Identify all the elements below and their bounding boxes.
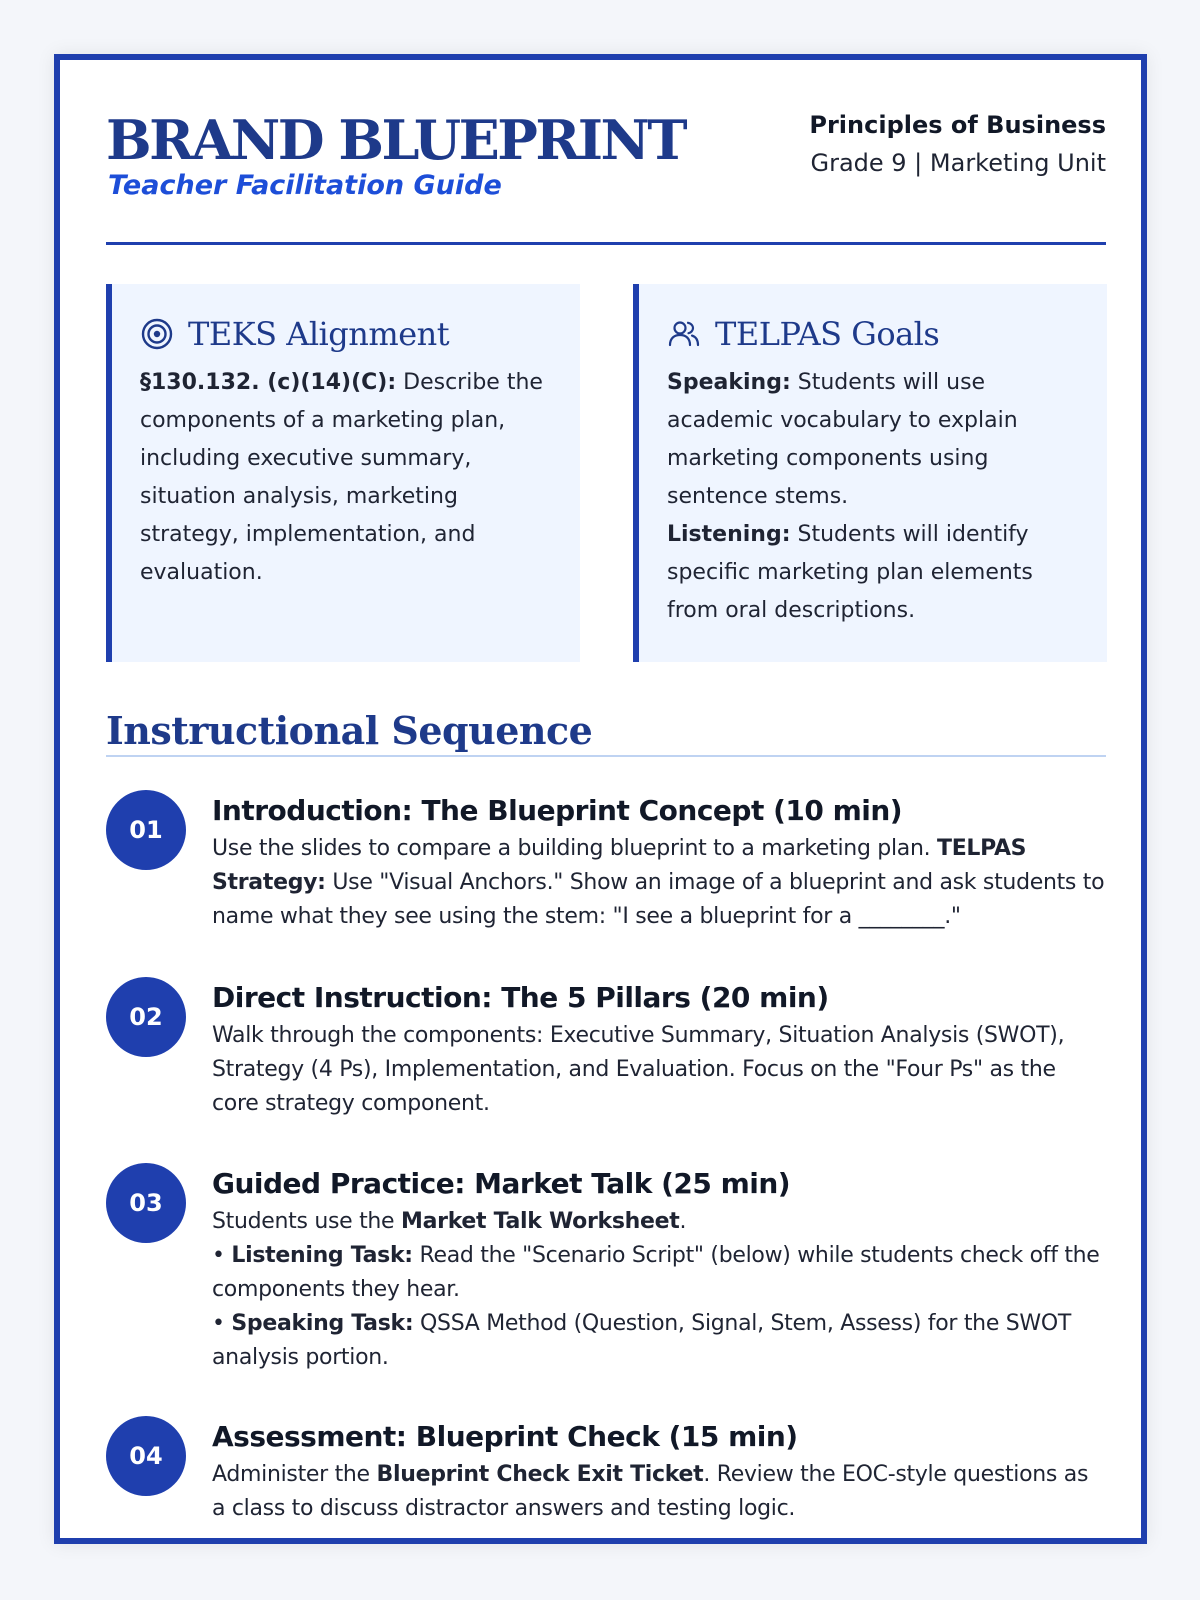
step-body (212, 977, 1107, 1121)
course-name: Principles of Business (809, 111, 1106, 139)
step-text: Walk through the components: Executive Summary, Situation Analysis (SWOT), Strategy (4 Ps), Implementation, and Evaluation. Focus on the "Four Ps" as the core strategy component. (212, 1023, 1065, 1116)
speaking-task-bullet (212, 1307, 1107, 1375)
course-meta (809, 106, 1106, 182)
listening-task-bullet (212, 1239, 1107, 1307)
telpas-speaking (667, 364, 1081, 516)
step-number-badge: 03 (106, 1163, 186, 1243)
teks-description (140, 364, 554, 592)
step-title: Guided Practice: Market Talk (25 min) (212, 1167, 791, 1200)
step-text-part: Administer the (212, 1462, 377, 1487)
step-body (212, 1416, 1107, 1526)
step-text-part: . Review the EOC-style questions as a class to discuss distractor answers and testing logic. (212, 1462, 1089, 1521)
step-body (212, 1163, 1107, 1375)
guide-page (54, 54, 1147, 1544)
teks-text: Describe the components of a marketing plan, including executive summary, situation analysis, marketing strategy, implementation, and evaluation. (140, 370, 543, 585)
listening-task-text: Read the "Scenario Script" (below) while students check off the components they hear. (212, 1243, 1100, 1302)
step-text-part: . (679, 1209, 687, 1234)
step-title: Introduction: The Blueprint Concept (10 min) (212, 794, 903, 827)
teks-code: §130.132. (c)(14)(C): (140, 370, 397, 395)
step-number-badge: 04 (106, 1416, 186, 1496)
listening-text: Students will identify specific marketing plan elements from oral descriptions. (667, 522, 1033, 623)
teks-panel-header (140, 310, 554, 358)
telpas-panel-header (667, 310, 1081, 358)
telpas-listening (667, 516, 1081, 630)
target-icon (140, 317, 174, 351)
step-number-badge: 02 (106, 977, 186, 1057)
step-title: Assessment: Blueprint Check (15 min) (212, 1420, 798, 1453)
speaking-task-label: Speaking Task: (231, 1311, 414, 1336)
telpas-title: TELPAS Goals (715, 315, 940, 353)
listening-task-label: Listening Task: (231, 1243, 413, 1268)
users-icon (667, 317, 701, 351)
step-text (212, 1458, 1107, 1526)
step-number-badge: 01 (106, 790, 186, 870)
speaking-label: Speaking: (667, 370, 791, 395)
step-text-bold: TELPAS Strategy: (212, 836, 1027, 895)
step-text-bold: Market Talk Worksheet (401, 1209, 680, 1234)
step-title: Direct Instruction: The 5 Pillars (20 min) (212, 981, 829, 1014)
speaking-text: Students will use academic vocabulary to explain marketing components using sentence stems. (667, 370, 1018, 509)
bullet-glyph: • (212, 1311, 232, 1336)
listening-label: Listening: (667, 522, 791, 547)
teks-title: TEKS Alignment (188, 315, 450, 353)
step-text-part: Use "Visual Anchors." Show an image of a blueprint and ask students to name what they see using the stem: "I see a blueprint for a ________." (212, 870, 1105, 929)
page-subtitle: Teacher Facilitation Guide (108, 170, 502, 201)
step-text-part: Use the slides to compare a building blueprint to a marketing plan. (212, 836, 937, 861)
page-header (106, 100, 1106, 245)
page-title: BRAND BLUEPRINT (106, 108, 686, 172)
telpas-panel (633, 284, 1107, 662)
teks-panel (106, 284, 580, 662)
bullet-glyph: • (212, 1243, 232, 1268)
grade-unit: Grade 9 | Marketing Unit (810, 149, 1106, 177)
step-body (212, 790, 1107, 934)
sequence-title: Instructional Sequence (106, 708, 1106, 757)
step-text (212, 832, 1107, 934)
step-text (212, 1205, 1107, 1239)
step-text-part: Students use the (212, 1209, 401, 1234)
speaking-task-text: QSSA Method (Question, Signal, Stem, Assess) for the SWOT analysis portion. (212, 1311, 1072, 1370)
step-text-bold: Blueprint Check Exit Ticket (376, 1462, 704, 1487)
